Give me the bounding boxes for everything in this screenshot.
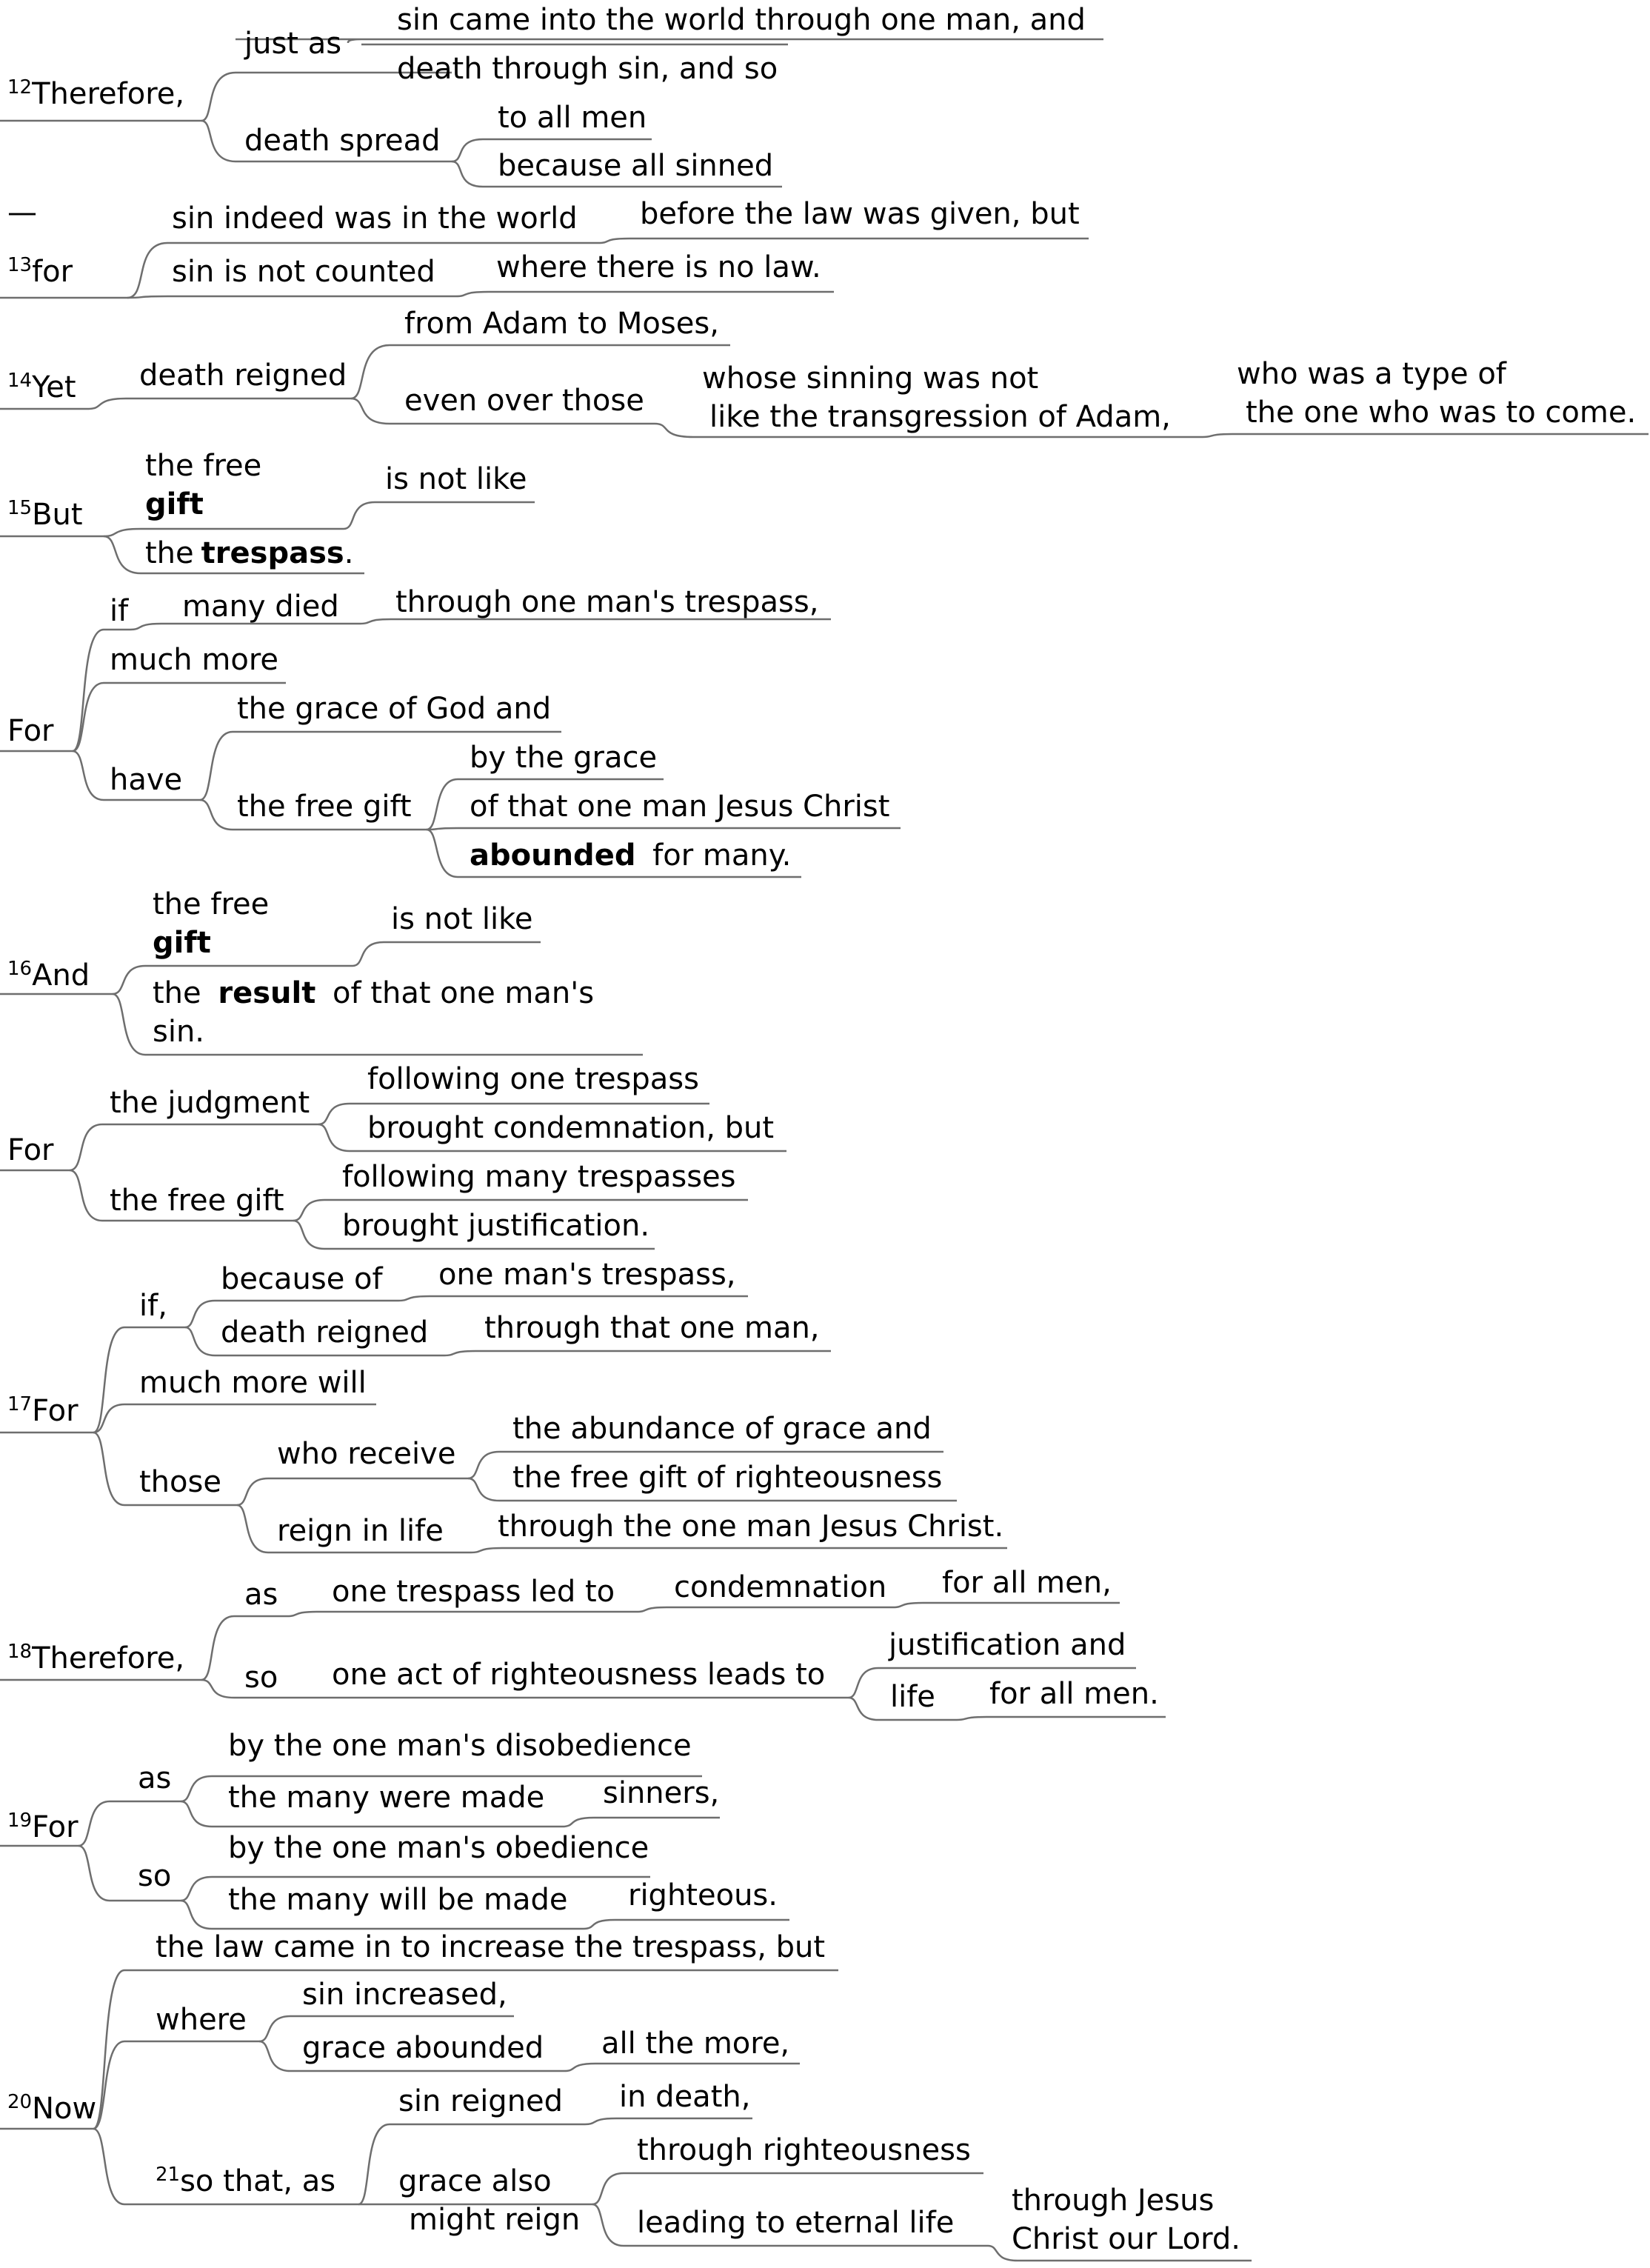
clause-all-more: all the more, [601,2027,790,2061]
clause-because-of: because of [221,1262,383,1296]
connector [564,2064,800,2071]
clause-sin-indeed: sin indeed was in the world [172,201,578,236]
clause-one-trespass: one man's trespass, [438,1258,736,1292]
clause-much-more: much more [110,643,278,677]
verse-number: 20 [7,2091,33,2113]
clause-condemnation: condemnation [674,1570,887,1604]
clause-text: Now [32,2092,97,2126]
connector [456,292,834,296]
clause-the-free: the free [145,449,262,483]
clause-to-all-men: to all men [498,101,647,135]
verse-21-head [156,2164,335,2198]
clause-abounded [470,838,791,873]
connector [893,1603,1120,1607]
clause-result [153,976,594,1010]
underline [236,39,1103,43]
verse-15-head [7,497,83,532]
clause-for-all: for all men, [942,1566,1112,1600]
emphasis: trespass [201,536,344,570]
clause-who-receive: who receive [277,1437,456,1471]
verse-19-head [7,1810,79,1844]
clause-so: so [244,1661,278,1695]
clause-death-spread: death spread [244,124,441,158]
connector [93,2041,259,2129]
clause-text: For [32,1394,79,1428]
connector [130,624,360,630]
clause-righteous: righteous. [628,1878,778,1912]
connector [957,1717,1166,1720]
text-part: . [344,536,354,570]
verse-number: 16 [7,958,33,980]
clause-for-all-2: for all men. [989,1677,1159,1711]
verse-17-block [0,1258,1007,1552]
verse-number: 12 [7,76,33,99]
clause-sin: sin. [153,1015,205,1049]
clause-sin-reigned: sin reigned [398,2084,564,2118]
connector [1203,434,1649,437]
clause-obedience: by the one man's obedience [228,1831,649,1865]
clause-text: For [32,1810,79,1844]
clause-not-like: is not like [385,462,527,496]
clause-death-through: death through sin, and so [397,52,778,86]
clause-so: so [138,1859,172,1893]
dash: — [7,196,37,230]
clause-brought-condemnation: brought condemnation, but [367,1111,775,1145]
clause-one-to-come: the one who was to come. [1246,396,1637,430]
clause-not-like: is not like [391,902,533,936]
clause-through-trespass: through one man's trespass, [395,585,819,619]
verse-13-block [0,196,1089,298]
emphasis: abounded [470,838,636,873]
clause-act-leads: one act of righteousness leads to [332,1658,826,1692]
clause-sin-increased: sin increased, [302,1978,507,2012]
emphasis: gift [145,487,204,521]
clause-many-died: many died [182,590,339,624]
clause-not-counted: sin is not counted [172,255,435,289]
connector [287,1612,637,1616]
clause-for: For [7,714,54,748]
verse-number: 15 [7,497,33,519]
clause-brought-justification: brought justification. [342,1209,650,1243]
connector [70,1124,318,1170]
connector [79,1801,181,1846]
verse-number: 19 [7,1810,33,1832]
clause-through-that: through that one man, [484,1311,820,1345]
verse-14-head [7,370,76,404]
clause-one-man-jc: of that one man Jesus Christ [470,790,890,824]
clause-abundance: the abundance of grace and [512,1412,932,1446]
clause-life: life [890,1680,935,1714]
connector [584,1920,789,1929]
clause-text: so that, as [180,2164,336,2198]
text-part: for many. [643,838,792,873]
clause-grace-of-god: the grace of God and [237,692,552,726]
verse-20-head [7,2091,96,2126]
clause-have: have [110,763,183,797]
clause-will-be-made: the many will be made [228,1883,568,1917]
clause-disobedience: by the one man's disobedience [228,1729,692,1763]
clause-those: those [139,1465,221,1499]
connector [427,828,901,830]
clause-for: For [7,1133,54,1167]
clause-grace-also: grace also [398,2164,552,2198]
clause-free-gift-righteousness: the free gift of righteousness [512,1461,943,1495]
verse-20-21-block [0,1930,1252,2261]
clause-whose-sinning: whose sinning was not [702,361,1039,396]
clause-who-type: who was a type of [1237,357,1506,391]
connector [398,1296,748,1301]
clause-where: where [156,2003,247,2037]
clause-as: as [244,1578,278,1612]
verse-13-head [7,254,73,289]
text-part: the [153,976,211,1010]
connector [563,1818,720,1827]
verse-18-head [7,1641,184,1675]
clause-because-all-sinned: because all sinned [498,149,774,183]
clause-grace-abounded: grace abounded [302,2031,544,2065]
verse-number: 14 [7,370,33,392]
clause-by-grace: by the grace [470,741,658,775]
clause-justification: justification and [889,1628,1126,1662]
clause-text: Therefore, [32,1641,185,1675]
clause-gift [145,487,204,521]
clause-the-trespass [145,536,353,570]
clause-following-one: following one trespass [367,1062,699,1096]
connector [344,502,535,529]
connector [637,1607,893,1612]
clause-sinners: sinners, [603,1776,720,1810]
clause-the-free: the free [153,887,270,921]
verse-12-block [0,3,1103,187]
clause-free-gift: the free gift [237,790,412,824]
verse-16-block [0,887,786,1249]
connector [444,1351,831,1355]
clause-trespass-led: one trespass led to [332,1575,615,1609]
clause-sin-came: sin came into the world through one man, and [397,3,1086,37]
clause-christ-lord: Christ our Lord. [1012,2222,1240,2256]
clause-just-as: just as [244,27,342,61]
verse-12-head [7,76,184,111]
clause-if: if [110,594,129,628]
connector [104,529,344,536]
clause-as: as [138,1761,172,1795]
connector [598,239,1089,243]
clause-following-many: following many trespasses [342,1160,736,1194]
verse-number: 17 [7,1393,33,1415]
clause-in-death: in death, [619,2080,751,2114]
clause-like-transgression: like the transgression of Adam, [709,400,1171,434]
connector [360,619,831,624]
clause-reign-life: reign in life [277,1514,444,1548]
clause-through-jesus: through Jesus [1012,2184,1215,2218]
connector [237,1478,468,1505]
clause-before-law: before the law was given, but [640,197,1080,231]
clause-law-came: the law came in to increase the trespass, but [156,1930,826,1964]
verse-14-block [0,307,1649,437]
clause-judgment: the judgment [110,1086,310,1120]
clause-through-righteousness: through righteousness [637,2133,971,2167]
connector [353,942,541,966]
clause-text: But [32,498,83,532]
connector [592,2173,983,2204]
verse-19-block [0,1729,789,1929]
clause-gift [153,926,211,960]
verse-15-block [0,449,901,877]
clause-where-no-law: where there is no law. [496,250,821,284]
connector [93,1404,376,1432]
clause-text: And [32,958,90,993]
clause-adam-moses: from Adam to Moses, [404,307,719,341]
text-part: the [145,536,194,570]
verse-18-block [0,1566,1166,1720]
clause-were-made: the many were made [228,1781,545,1815]
verse-16-head [7,958,90,993]
connector [127,296,456,298]
connector [585,2118,752,2124]
verse-number: 21 [156,2164,181,2186]
emphasis: gift [153,926,211,960]
clause-text: Yet [32,370,76,404]
clause-if: if, [139,1289,167,1323]
verse-17-head [7,1393,79,1428]
connector [89,398,351,409]
clause-through-jc: through the one man Jesus Christ. [498,1510,1004,1544]
clause-might-reign: might reign [409,2203,581,2237]
clause-much-more-will: much more will [139,1366,367,1400]
text-part: of that one man's [323,976,595,1010]
clause-death-reigned: death reigned [139,358,347,393]
emphasis: result [218,976,316,1010]
clause-death-reigned: death reigned [221,1315,429,1350]
verse-number: 13 [7,254,33,276]
clause-text: Therefore, [32,77,185,111]
clause-free-gift: the free gift [110,1184,284,1218]
clause-leading: leading to eternal life [637,2206,955,2240]
clause-text: for [32,255,73,289]
clause-even-over: even over those [404,384,644,418]
verse-number: 18 [7,1641,33,1663]
connector [471,1548,1007,1552]
